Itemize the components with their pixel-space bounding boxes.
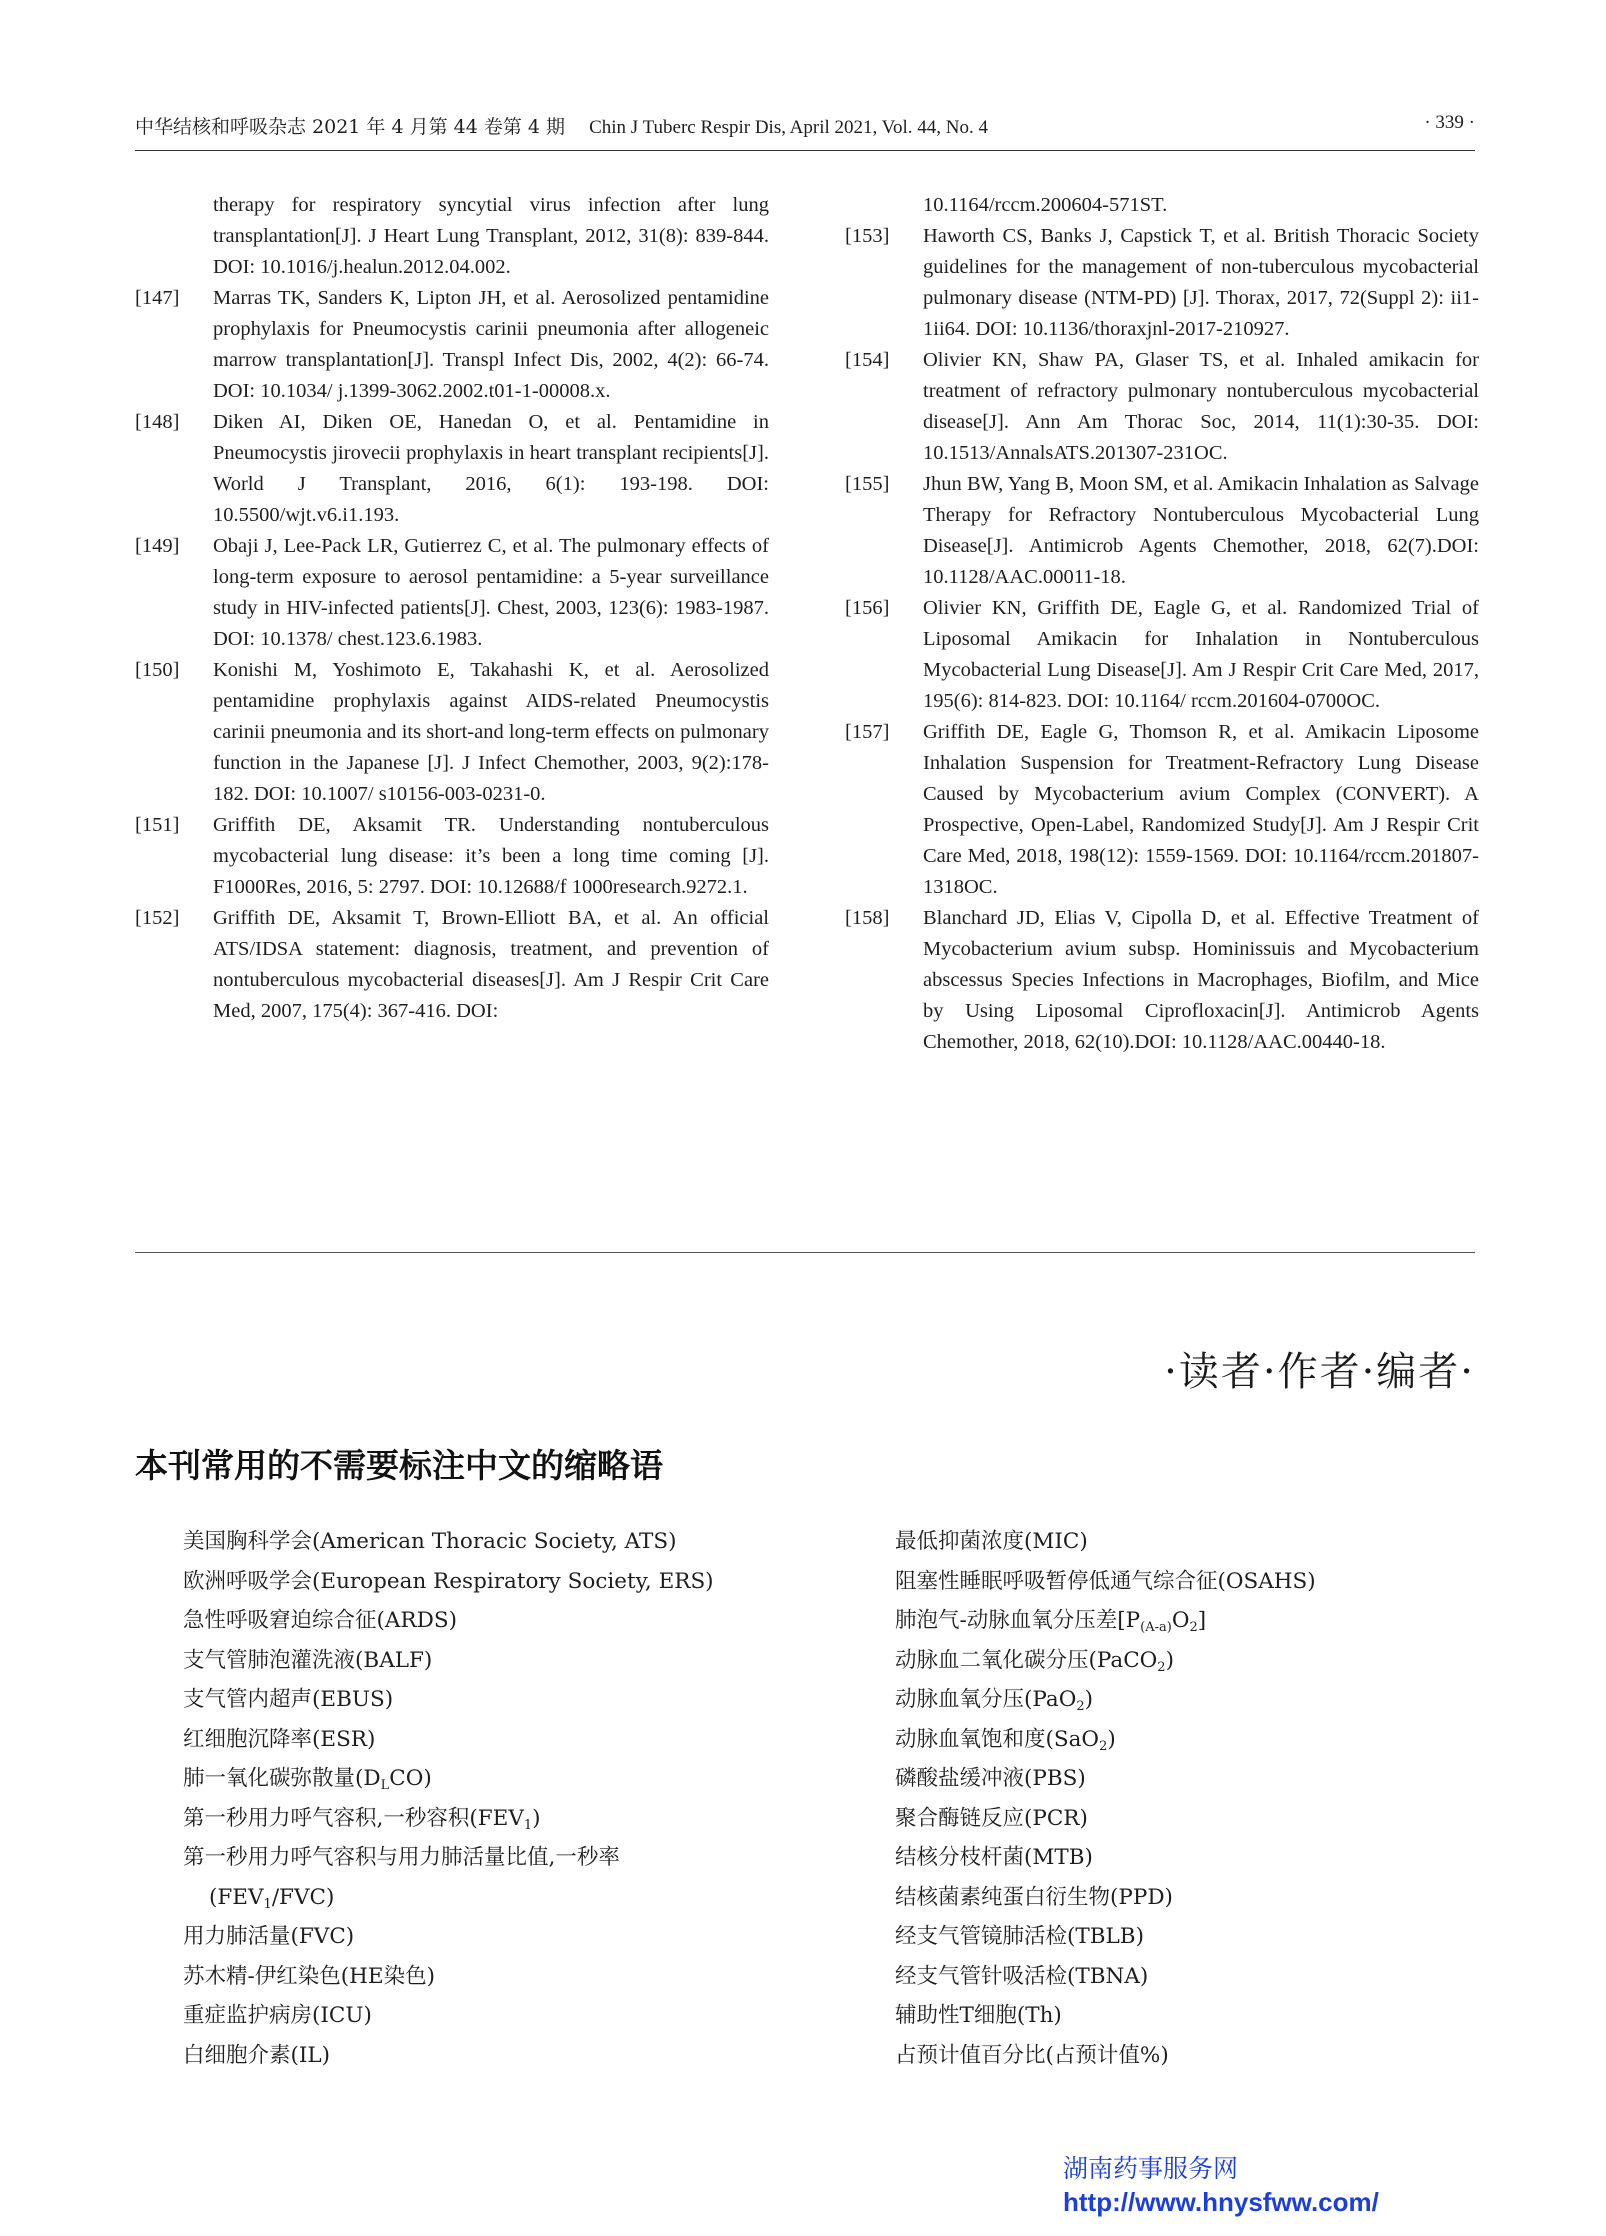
- reference-entry: [845, 469, 1479, 593]
- running-header: [135, 112, 1475, 151]
- reference-text: Jhun BW, Yang B, Moon SM, et al. Amikacin Inhalation as Salvage Therapy for Refractory Nontuberculous Mycobacterial Lung Disease[J]. Antimicrob Agents Chemother, 2018, 62(7).DOI: 10.1128/AAC.00011-18.: [923, 473, 1479, 588]
- abbreviation-item: [895, 1562, 1455, 1602]
- abbreviation-item: [183, 1838, 743, 1878]
- reference-number: [157]: [845, 721, 890, 743]
- abbreviation-text: 动脉血氧饱和度(SaO: [895, 1726, 1100, 1752]
- abbreviation-text: 辅助性T细胞(Th): [895, 2003, 1062, 2028]
- reference-number: [153]: [845, 225, 890, 247]
- reference-text: 10.1164/rccm.200604-571ST.: [923, 194, 1168, 216]
- abbreviation-text: 动脉血二氧化碳分压(PaCO: [895, 1647, 1158, 1673]
- abbreviation-text: 结核分枝杆菌(MTB): [895, 1845, 1093, 1870]
- abbreviation-text: 经支气管镜肺活检(TBLB): [895, 1924, 1144, 1949]
- abbreviation-item: [183, 1522, 743, 1562]
- reference-text: Griffith DE, Eagle G, Thomson R, et al. Amikacin Liposome Inhalation Suspension for Treatment-Refractory Lung Disease Caused by Mycobacterium avium Complex (CONVERT). A Prospective, Open-Label, Randomized Study[J]. Am J Respir Crit Care Med, 2018, 198(12): 1559-1569. DOI: 10.1164/rccm.201807-1318OC.: [923, 721, 1479, 898]
- reference-number: [148]: [135, 411, 180, 433]
- abbreviation-text: 最低抑菌浓度(MIC): [895, 1529, 1088, 1554]
- abbreviations-right-column: [895, 1522, 1455, 2075]
- footer-url-link[interactable]: http://www.hnysfww.com/: [1063, 2187, 1379, 2217]
- reference-number: [154]: [845, 349, 890, 371]
- abbreviation-text: 磷酸盐缓冲液(PBS): [895, 1766, 1086, 1791]
- abbreviation-subscript: L: [380, 1778, 390, 1793]
- abbreviation-subscript: (A-a): [1140, 1620, 1172, 1635]
- abbreviation-subscript: 1: [523, 1817, 533, 1833]
- abbreviation-item: [895, 1799, 1455, 1839]
- abbreviation-item: [183, 1641, 743, 1681]
- abbreviation-item: [183, 1917, 743, 1957]
- footer-watermark[interactable]: [1063, 2152, 1379, 2218]
- abbreviation-item: [895, 1720, 1455, 1760]
- reference-text: Marras TK, Sanders K, Lipton JH, et al. Aerosolized pentamidine prophylaxis for Pneumocystis carinii pneumonia after allogeneic marrow transplantation[J]. Transpl Infect Dis, 2002, 4(2): 66-74. DOI: 10.1034/ j.1399-3062.2002.t01-1-00008.x.: [213, 287, 769, 402]
- abbreviation-subscript: 2: [1076, 1699, 1085, 1714]
- abbreviation-text: 急性呼吸窘迫综合征(ARDS): [183, 1608, 457, 1633]
- abbreviation-item: [183, 1601, 743, 1641]
- reference-text: Diken AI, Diken OE, Hanedan O, et al. Pentamidine in Pneumocystis jirovecii prophylaxis in heart transplant recipients[J]. World J Transplant, 2016, 6(1): 193-198. DOI: 10.5500/wjt.v6.i1.193.: [213, 411, 769, 526]
- reference-entry: [135, 531, 769, 655]
- abbreviation-item: [183, 1799, 743, 1839]
- reference-text: Griffith DE, Aksamit TR. Understanding nontuberculous mycobacterial lung disease: it’s been a long time coming [J]. F1000Res, 2016, 5: 2797. DOI: 10.12688/f 1000research.9272.1.: [213, 814, 769, 898]
- abbreviation-text: 苏木精-伊红染色(HE染色): [183, 1963, 435, 1989]
- abbreviation-text: /FVC): [271, 1884, 335, 1910]
- abbreviation-text: 支气管内超声(EBUS): [183, 1687, 394, 1712]
- abbreviation-text: 红细胞沉降率(ESR): [183, 1726, 376, 1752]
- abbreviations-title: 本刊常用的不需要标注中文的缩略语: [135, 1446, 663, 1485]
- abbreviation-item: [895, 1878, 1455, 1918]
- reference-text: Konishi M, Yoshimoto E, Takahashi K, et al. Aerosolized pentamidine prophylaxis against AIDS-related Pneumocystis carinii pneumonia and its short-and long-term effects on pulmonary function in the Japanese [J]. J Infect Chemother, 2003, 9(2):178-182. DOI: 10.1007/ s10156-003-0231-0.: [213, 659, 769, 805]
- page-number: · 339 ·: [1424, 112, 1475, 133]
- abbreviation-text: 第一秒用力呼气容积,一秒容积(FEV: [183, 1805, 524, 1831]
- abbreviation-item: [183, 1720, 743, 1760]
- abbreviation-text: ): [1107, 1726, 1116, 1752]
- reference-text: Blanchard JD, Elias V, Cipolla D, et al. Effective Treatment of Mycobacterium avium subsp. Hominissuis and Mycobacterium abscessus Species Infections in Macrophages, Biofilm, and Mice by Using Liposomal Ciprofloxacin[J]. Antimicrob Agents Chemother, 2018, 62(10).DOI: 10.1128/AAC.00440-18.: [923, 907, 1479, 1053]
- abbreviation-item: [183, 1878, 743, 1918]
- abbreviation-text: 白细胞介素(IL): [183, 2042, 331, 2068]
- reference-entry: [135, 903, 769, 1027]
- reference-continuation: [845, 190, 1479, 221]
- reference-text: Obaji J, Lee-Pack LR, Gutierrez C, et al. The pulmonary effects of long-term exposure to aerosol pentamidine: a 5-year surveillance study in HIV-infected patients[J]. Chest, 2003, 123(6): 1983-1987. DOI: 10.1378/ chest.123.6.1983.: [213, 535, 769, 650]
- abbreviation-text: (FEV: [209, 1884, 264, 1910]
- reference-text: Griffith DE, Aksamit T, Brown-Elliott BA, et al. An official ATS/IDSA statement: diagnosis, treatment, and prevention of nontuberculous mycobacterial diseases[J]. Am J Respir Crit Care Med, 2007, 175(4): 367-416. DOI:: [213, 907, 769, 1022]
- reference-entry: [135, 810, 769, 903]
- abbreviation-text: 美国胸科学会(American Thoracic Society, ATS): [183, 1529, 677, 1554]
- abbreviation-text: 重症监护病房(ICU): [183, 2003, 372, 2028]
- abbreviation-subscript: 2: [1189, 1620, 1198, 1635]
- abbreviation-text: 经支气管针吸活检(TBNA): [895, 1963, 1149, 1989]
- abbreviation-text: ): [1084, 1687, 1094, 1712]
- reference-text: Haworth CS, Banks J, Capstick T, et al. British Thoracic Society guidelines for the management of non-tuberculous mycobacterial pulmonary disease (NTM-PD) [J]. Thorax, 2017, 72(Suppl 2): ii1-1ii64. DOI: 10.1136/thoraxjnl-2017-210927.: [923, 225, 1479, 340]
- abbreviation-item: [183, 1562, 743, 1602]
- abbreviation-text: 结核菌素纯蛋白衍生物(PPD): [895, 1884, 1173, 1910]
- abbreviation-item: [183, 1759, 743, 1799]
- reference-text: Olivier KN, Shaw PA, Glaser TS, et al. Inhaled amikacin for treatment of refractory pulmonary nontuberculous mycobacterial disease[J]. Ann Am Thorac Soc, 2014, 11(1):30-35. DOI: 10.1513/AnnalsATS.201307-231OC.: [923, 349, 1479, 464]
- abbreviation-item: [895, 1957, 1455, 1997]
- reference-number: [152]: [135, 907, 180, 929]
- reference-entry: [845, 221, 1479, 345]
- abbreviation-item: [183, 1996, 743, 2036]
- section-divider: [135, 1252, 1475, 1253]
- references-left-column: [135, 190, 769, 1027]
- reference-text: Olivier KN, Griffith DE, Eagle G, et al. Randomized Trial of Liposomal Amikacin for Inhalation in Nontuberculous Mycobacterial Lung Disease[J]. Am J Respir Crit Care Med, 2017, 195(6): 814-823. DOI: 10.1164/ rccm.201604-0700OC.: [923, 597, 1479, 712]
- references-right-column: [845, 190, 1479, 1058]
- abbreviation-text: 动脉血氧分压(PaO: [895, 1687, 1077, 1712]
- abbreviation-text: ]: [1197, 1608, 1207, 1633]
- reference-entry: [845, 345, 1479, 469]
- abbreviation-text: ): [532, 1805, 541, 1831]
- reference-number: [151]: [135, 814, 180, 836]
- abbreviation-item: [895, 1680, 1455, 1720]
- reference-entry: [845, 593, 1479, 717]
- abbreviation-item: [895, 1641, 1455, 1681]
- abbreviation-item: [895, 1522, 1455, 1562]
- column-tag: ·读者·作者·编者·: [1164, 1349, 1475, 1395]
- abbreviation-item: [895, 1917, 1455, 1957]
- abbreviation-text: 第一秒用力呼气容积与用力肺活量比值,一秒率: [183, 1845, 620, 1870]
- reference-number: [156]: [845, 597, 890, 619]
- abbreviation-item: [895, 1996, 1455, 2036]
- abbreviation-item: [895, 2036, 1455, 2076]
- reference-number: [158]: [845, 907, 890, 929]
- abbreviation-text: 支气管肺泡灌洗液(BALF): [183, 1647, 433, 1673]
- abbreviation-text: 肺一氧化碳弥散量(D: [183, 1766, 381, 1791]
- reference-entry: [135, 283, 769, 407]
- abbreviation-item: [183, 2036, 743, 2076]
- reference-entry: [845, 903, 1479, 1058]
- abbreviation-text: O: [1171, 1608, 1190, 1633]
- abbreviation-text: 聚合酶链反应(PCR): [895, 1805, 1088, 1831]
- abbreviation-subscript: 2: [1157, 1659, 1166, 1675]
- footer-site-name: 湖南药事服务网: [1063, 2154, 1239, 2183]
- abbreviation-subscript: 1: [263, 1896, 272, 1912]
- abbreviation-text: 欧洲呼吸学会(European Respiratory Society, ERS): [183, 1568, 714, 1594]
- reference-number: [150]: [135, 659, 180, 681]
- abbreviation-text: 用力肺活量(FVC): [183, 1924, 355, 1949]
- abbreviation-text: 肺泡气-动脉血氧分压差[P: [895, 1608, 1141, 1633]
- reference-continuation: [135, 190, 769, 283]
- reference-text: therapy for respiratory syncytial virus infection after lung transplantation[J]. J Heart Lung Transplant, 2012, 31(8): 839-844. DOI: 10.1016/j.healun.2012.04.002.: [213, 194, 769, 278]
- reference-number: [147]: [135, 287, 180, 309]
- abbreviations-left-column: [183, 1522, 743, 2075]
- abbreviation-text: ): [1165, 1647, 1174, 1673]
- header-journal-info: [135, 112, 988, 139]
- reference-entry: [845, 717, 1479, 903]
- header-journal-en: Chin J Tuberc Respir Dis, April 2021, Vol. 44, No. 4: [589, 117, 988, 138]
- abbreviation-item: [183, 1680, 743, 1720]
- abbreviation-item: [183, 1957, 743, 1997]
- abbreviation-item: [895, 1838, 1455, 1878]
- abbreviation-subscript: 2: [1099, 1738, 1108, 1754]
- abbreviation-item: [895, 1601, 1455, 1641]
- abbreviation-text: 阻塞性睡眠呼吸暂停低通气综合征(OSAHS): [895, 1568, 1316, 1594]
- abbreviation-text: 占预计值百分比(占预计值%): [895, 2042, 1169, 2068]
- abbreviation-item: [895, 1759, 1455, 1799]
- reference-entry: [135, 407, 769, 531]
- reference-entry: [135, 655, 769, 810]
- reference-number: [149]: [135, 535, 180, 557]
- reference-number: [155]: [845, 473, 890, 495]
- abbreviation-text: CO): [389, 1766, 432, 1791]
- header-journal-cn: 中华结核和呼吸杂志 2021 年 4 月第 44 卷第 4 期: [135, 116, 566, 138]
